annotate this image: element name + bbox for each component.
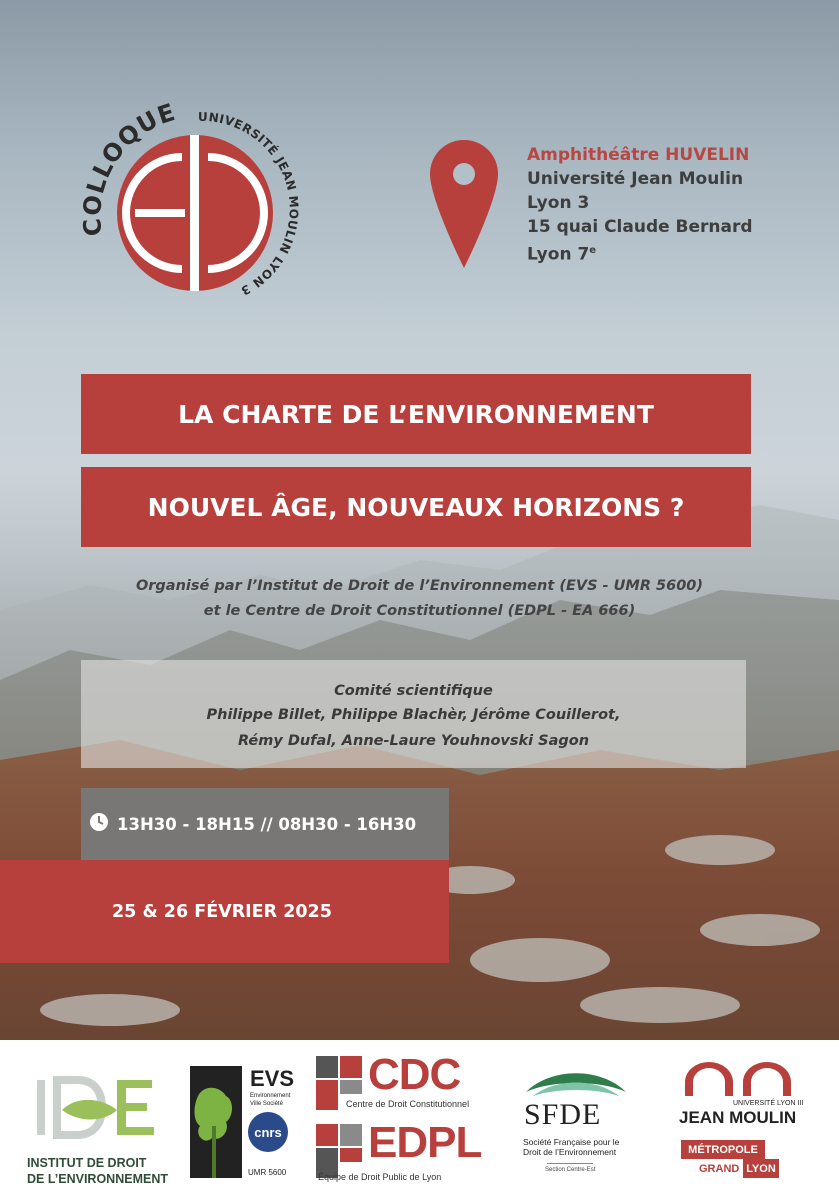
- evs-name: EVS: [250, 1066, 295, 1091]
- colloque-logo: [70, 85, 300, 315]
- event-time: 13H30 - 18H15 // 08H30 - 16H30: [117, 814, 417, 834]
- date-bar: [0, 860, 449, 963]
- partner-logos: [0, 1040, 839, 1200]
- location-pin-icon: [430, 140, 498, 272]
- lyon3-university: UNIVERSITÉ LYON III: [733, 1100, 804, 1107]
- ide-line-1: INSTITUT DE DROIT: [27, 1156, 147, 1170]
- address-line-2: Lyon 3: [527, 193, 590, 213]
- cdc-logo: [316, 1050, 496, 1116]
- evs-subtitle: Environnement Ville Société: [250, 1093, 291, 1107]
- evs-umr: UMR 5600: [248, 1168, 287, 1177]
- cdc-name: CDC: [368, 1050, 461, 1099]
- committee-members-line-2: Rémy Dufal, Anne-Laure Youhnovski Sagon: [237, 733, 590, 749]
- clock-icon: [89, 812, 109, 836]
- time-bar: [81, 788, 449, 860]
- sfde-logo: [515, 1062, 640, 1187]
- lyon3-logo: [675, 1060, 805, 1190]
- organisers-line-1: Organisé par l’Institut de Droit de l’Environnement (EVS - UMR 5600): [135, 578, 704, 594]
- ide-line-2: DE L’ENVIRONNEMENT: [27, 1172, 168, 1186]
- sfde-section: Section Centre-Est: [545, 1167, 596, 1173]
- grand-label: GRAND: [699, 1163, 740, 1175]
- logo-colloque-text: COLLOQUE: [77, 97, 180, 238]
- organisers-line-2: et le Centre de Droit Constitutionnel (EDPL - EA 666): [203, 603, 636, 619]
- committee-title: Comité scientifique: [334, 683, 493, 699]
- title-line-1: LA CHARTE DE L’ENVIRONNEMENT: [81, 374, 751, 454]
- venue-address: [527, 143, 753, 267]
- address-line-3: 15 quai Claude Bernard: [527, 217, 753, 237]
- venue-name: Amphithéâtre HUVELIN: [527, 145, 750, 165]
- sfde-divider: [547, 1163, 593, 1164]
- sfde-name: SFDE: [524, 1098, 602, 1131]
- lyon3-name: JEAN MOULIN: [679, 1108, 797, 1127]
- committee-members-line-1: Philippe Billet, Philippe Blachèr, Jérôme Couillerot,: [206, 707, 621, 723]
- evs-logo: [190, 1066, 300, 1186]
- title-line-2: NOUVEL ÂGE, NOUVEAUX HORIZONS ?: [81, 467, 751, 547]
- logo-university-text: UNIVERSITÉ JEAN MOULIN LYON 3: [197, 109, 300, 299]
- organisers: [0, 574, 839, 624]
- edpl-name: EDPL: [368, 1118, 482, 1167]
- event-date: 25 & 26 FÉVRIER 2025: [112, 902, 332, 922]
- edpl-subtitle: Équipe de Droit Public de Lyon: [318, 1172, 442, 1182]
- edpl-logo: [316, 1118, 496, 1192]
- ide-name: [27, 1155, 197, 1187]
- cdc-subtitle: Centre de Droit Constitutionnel: [346, 1099, 470, 1109]
- lyon-badge: LYON: [743, 1159, 779, 1178]
- metropole-badge: MÉTROPOLE: [681, 1140, 765, 1159]
- address-line-4: Lyon 7e: [527, 244, 597, 265]
- sfde-subtitle: Société Française pour le Droit de l’Environnement: [523, 1137, 620, 1157]
- cnrs-logo: cnrs: [248, 1112, 288, 1152]
- ide-logo: [27, 1060, 197, 1195]
- address-line-1: Université Jean Moulin: [527, 169, 744, 189]
- scientific-committee: [81, 660, 746, 768]
